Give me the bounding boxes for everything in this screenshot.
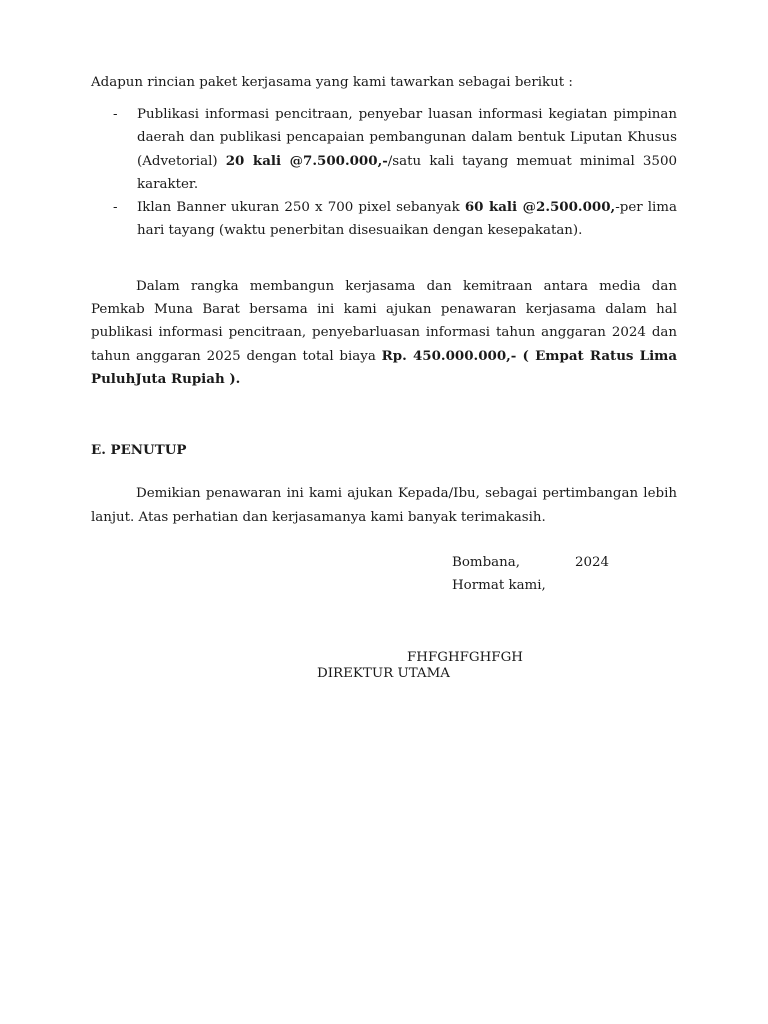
list-dash: - xyxy=(113,107,118,122)
package-text: Publikasi informasi pencitraan, penyebar luasan informasi kegiatan pimpinan daerah dan publikasi pencapaian pembangunan dalam bentuk Liputan Khusus (Advetorial) xyxy=(137,107,677,169)
section-heading: E. PENUTUP xyxy=(91,442,187,458)
offer-paragraph xyxy=(91,275,677,391)
signature-place: Bombana, xyxy=(452,555,521,570)
list-item xyxy=(91,196,677,243)
list-item xyxy=(91,103,677,196)
package-price: 60 kali @2.500.000, xyxy=(464,199,616,216)
offer-total: Rp. 450.000.000,- ( Empat Ratus Lima PuluhJuta Rupiah ). xyxy=(91,347,678,387)
package-price: 20 kali @7.500.000,- xyxy=(225,152,388,169)
signature-greeting: Hormat kami, xyxy=(452,578,546,593)
package-text: Iklan Banner ukuran 250 x 700 pixel sebanyak xyxy=(137,200,465,216)
offer-text: Dalam rangka membangun kerjasama dan kemitraan antara media dan Pemkab Muna Barat bersama ini kami ajukan penawaran kerjasama dalam hal publikasi informasi pencitraan, penyebarluasan informasi tahun anggaran 2024 dan tahun anggaran 2025 dengan total biaya xyxy=(91,279,677,364)
package-text-end: /satu kali tayang memuat minimal 3500 karakter. xyxy=(137,153,677,192)
closing-paragraph: Demikian penawaran ini kami ajukan Kepada/Ibu, sebagai pertimbangan lebih lanjut. Atas perhatian dan kerjasamanya kami banyak terimakasih. xyxy=(91,486,677,525)
list-dash: - xyxy=(113,200,118,216)
intro-line: Adapun rincian paket kerjasama yang kami tawarkan sebagai berikut : xyxy=(91,75,573,90)
signature-year: 2024 xyxy=(575,555,610,570)
signatory-title: DIREKTUR UTAMA xyxy=(317,666,450,681)
package-text-end: -per lima hari tayang (waktu penerbitan disesuaikan dengan kesepakatan). xyxy=(137,200,677,239)
package-list xyxy=(91,103,677,243)
signatory-name: FHFGHFGHFGH xyxy=(407,650,523,665)
